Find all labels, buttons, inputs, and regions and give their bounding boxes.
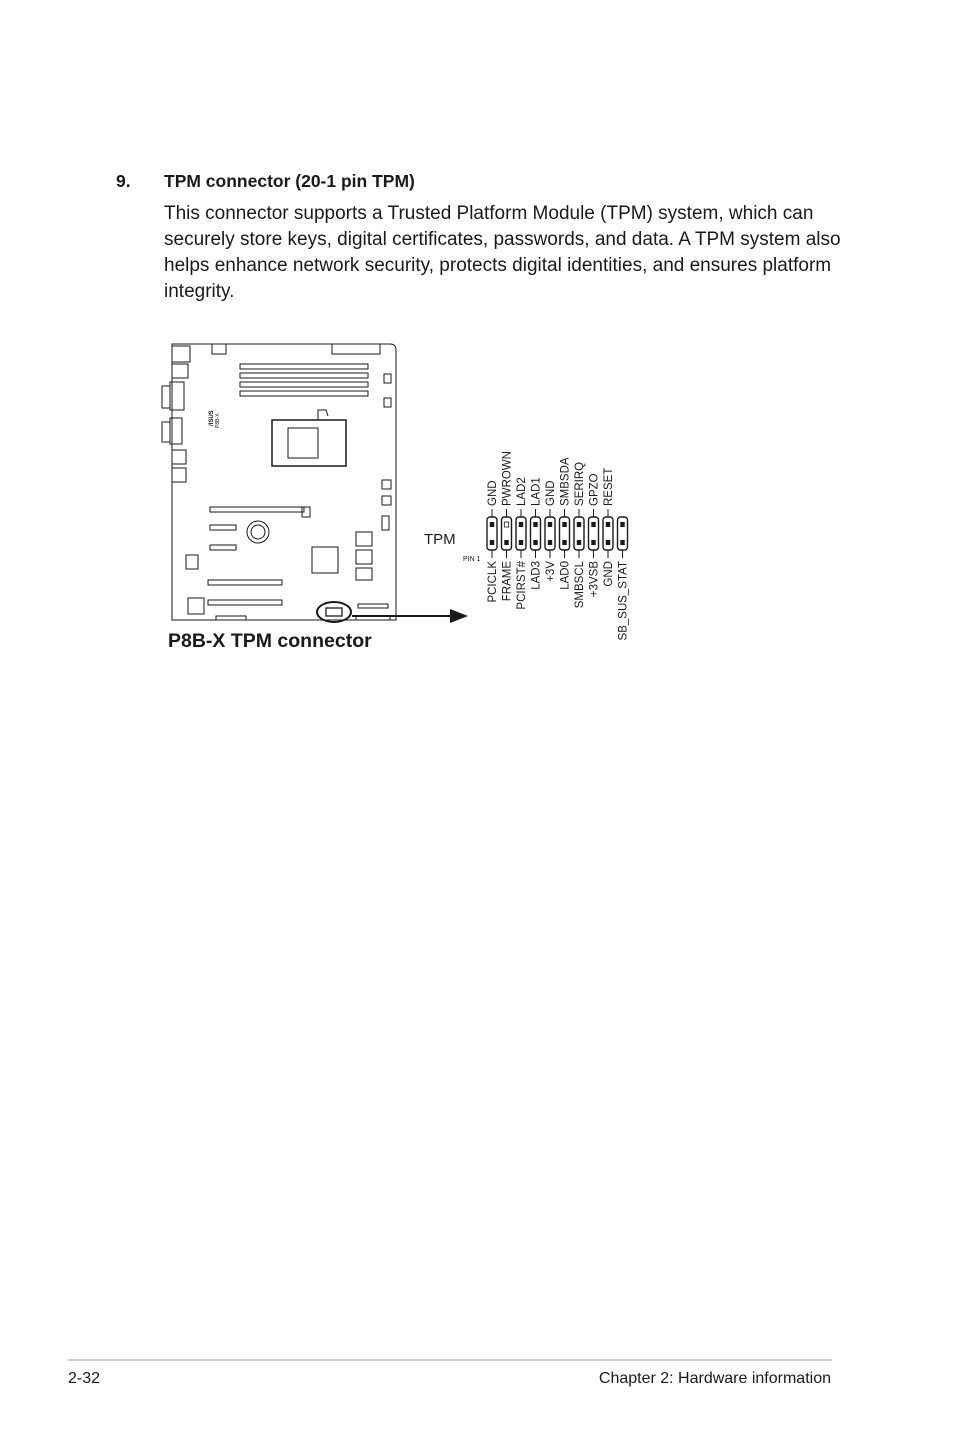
- board-conn-r5: [382, 516, 389, 530]
- pin-column: [560, 517, 570, 550]
- pin-top: [519, 522, 523, 527]
- pin-label-top: PWROWN: [501, 451, 514, 506]
- board-conn-r3: [382, 480, 391, 489]
- pin-label-top: LAD1: [530, 477, 543, 506]
- board-pcie-2: [210, 525, 236, 530]
- board-conn-r2: [384, 398, 391, 407]
- pin-label-top: GPZO: [588, 473, 601, 506]
- footer-chapter: Chapter 2: Hardware information: [598, 1370, 831, 1387]
- board-pcie-1: [210, 507, 304, 512]
- board-battery-inner: [251, 525, 265, 539]
- tpm-pin-header: [487, 509, 628, 558]
- pin-bottom: [533, 540, 537, 545]
- footer-divider: [68, 1359, 832, 1361]
- tpm-highlight-ellipse: [317, 602, 351, 622]
- pin-bottom: [490, 540, 494, 545]
- pin-bottom: [548, 540, 552, 545]
- tpm-top-pin-labels: [487, 451, 615, 506]
- board-io-2: [172, 364, 188, 378]
- pin-label-top: SMBSDA: [559, 457, 572, 506]
- pin-column: [574, 517, 584, 550]
- pin-label-bottom: +3VSB: [588, 561, 601, 598]
- pin-top: [606, 522, 610, 527]
- tpm-bottom-pin-labels: [487, 560, 630, 640]
- board-conn-r1: [384, 374, 391, 383]
- pin-top: [591, 522, 595, 527]
- pin-label-top: RESET: [603, 467, 615, 506]
- pin1-label: PIN 1: [463, 556, 481, 563]
- board-misc-5: [188, 598, 204, 614]
- section-title: TPM connector (20-1 pin TPM): [164, 171, 415, 191]
- footer-page-number: 2-32: [68, 1370, 101, 1387]
- pin-top: [490, 522, 494, 527]
- pin-column: [589, 517, 599, 550]
- pin-top: [548, 522, 552, 527]
- board-dimm-2: [240, 373, 368, 378]
- board-misc-1: [356, 532, 372, 546]
- board-tpm-header: [326, 608, 342, 616]
- pin-label-top: SERIRQ: [574, 461, 586, 506]
- board-dimm-4: [240, 391, 368, 396]
- pin-bottom: [504, 540, 508, 545]
- board-cpu-die: [288, 428, 318, 458]
- board-io-4: [162, 386, 170, 408]
- pin-label-bottom: PCICLK: [487, 561, 499, 603]
- board-pcie-5: [208, 600, 282, 605]
- motherboard-diagram: [150, 330, 670, 670]
- pin-column: [531, 517, 541, 550]
- board-conn-r4: [382, 496, 391, 505]
- board-power-connector: [332, 344, 380, 354]
- board-cpu-socket: [272, 420, 346, 466]
- pin-column: [545, 517, 555, 550]
- board-model: P8B-X: [215, 413, 221, 428]
- pin-label-top: GND: [487, 480, 499, 506]
- pin-bottom: [620, 540, 624, 545]
- board-header-top-left: [212, 344, 226, 354]
- board-chipset: [312, 547, 338, 573]
- figure-caption: P8B-X TPM connector: [168, 630, 372, 652]
- pin-label-top: LAD2: [516, 477, 528, 506]
- board-cpu-lever: [318, 410, 328, 420]
- pin-missing: [504, 522, 508, 527]
- pin-label-bottom: SMBSCL: [574, 561, 586, 609]
- pin-top: [562, 522, 566, 527]
- pin-top: [620, 522, 624, 527]
- pin-label-bottom: GND: [603, 561, 615, 587]
- section-number: 9.: [116, 171, 131, 191]
- pin-bottom: [606, 540, 610, 545]
- board-logo: /ISUS: [209, 410, 215, 426]
- board-io-1: [172, 346, 190, 362]
- pin-label-bottom: LAD3: [530, 561, 543, 590]
- board-battery: [247, 521, 269, 543]
- pin-label-bottom: PCIRST#: [516, 561, 528, 610]
- board-dimm-1: [240, 364, 368, 369]
- pin-bottom: [519, 540, 523, 545]
- pin-top: [533, 522, 537, 527]
- pin-column: [618, 517, 628, 550]
- board-pcie-3: [210, 545, 236, 550]
- pin-top: [577, 522, 581, 527]
- board-io-6: [162, 422, 170, 442]
- tpm-pointer-arrowhead: [450, 609, 468, 623]
- pin-column: [487, 517, 497, 550]
- board-outline: [172, 344, 396, 620]
- section-body: This connector supports a Trusted Platform Module (TPM) system, which can securely store keys, digital certificates, passwords, and data. A TPM system also helps enhance network security, protects digital identities, and ensures platform integrity.: [164, 203, 841, 302]
- board-dimm-3: [240, 382, 368, 387]
- board-io-7: [172, 450, 186, 464]
- board-bottom-header-2: [358, 604, 388, 608]
- tpm-label: TPM: [424, 531, 456, 548]
- pin-label-bottom: LAD0: [559, 561, 572, 590]
- pin-label-bottom: SB_SUS_STAT: [617, 561, 630, 641]
- board-io-8: [172, 468, 186, 482]
- pin-label-bottom: +3V: [545, 561, 557, 582]
- board-misc-3: [356, 568, 372, 580]
- tpm-connector-figure: [150, 330, 670, 670]
- board-misc-4: [186, 555, 198, 569]
- board-pcie-4: [208, 580, 282, 585]
- pin-bottom: [591, 540, 595, 545]
- pin-bottom: [562, 540, 566, 545]
- pin-bottom: [577, 540, 581, 545]
- board-bottom-header: [216, 616, 246, 620]
- pin-label-top: GND: [545, 480, 557, 506]
- pin-column: [603, 517, 613, 550]
- board-misc-2: [356, 550, 372, 564]
- pin-column: [516, 517, 526, 550]
- pin-label-bottom: FRAME: [501, 561, 514, 602]
